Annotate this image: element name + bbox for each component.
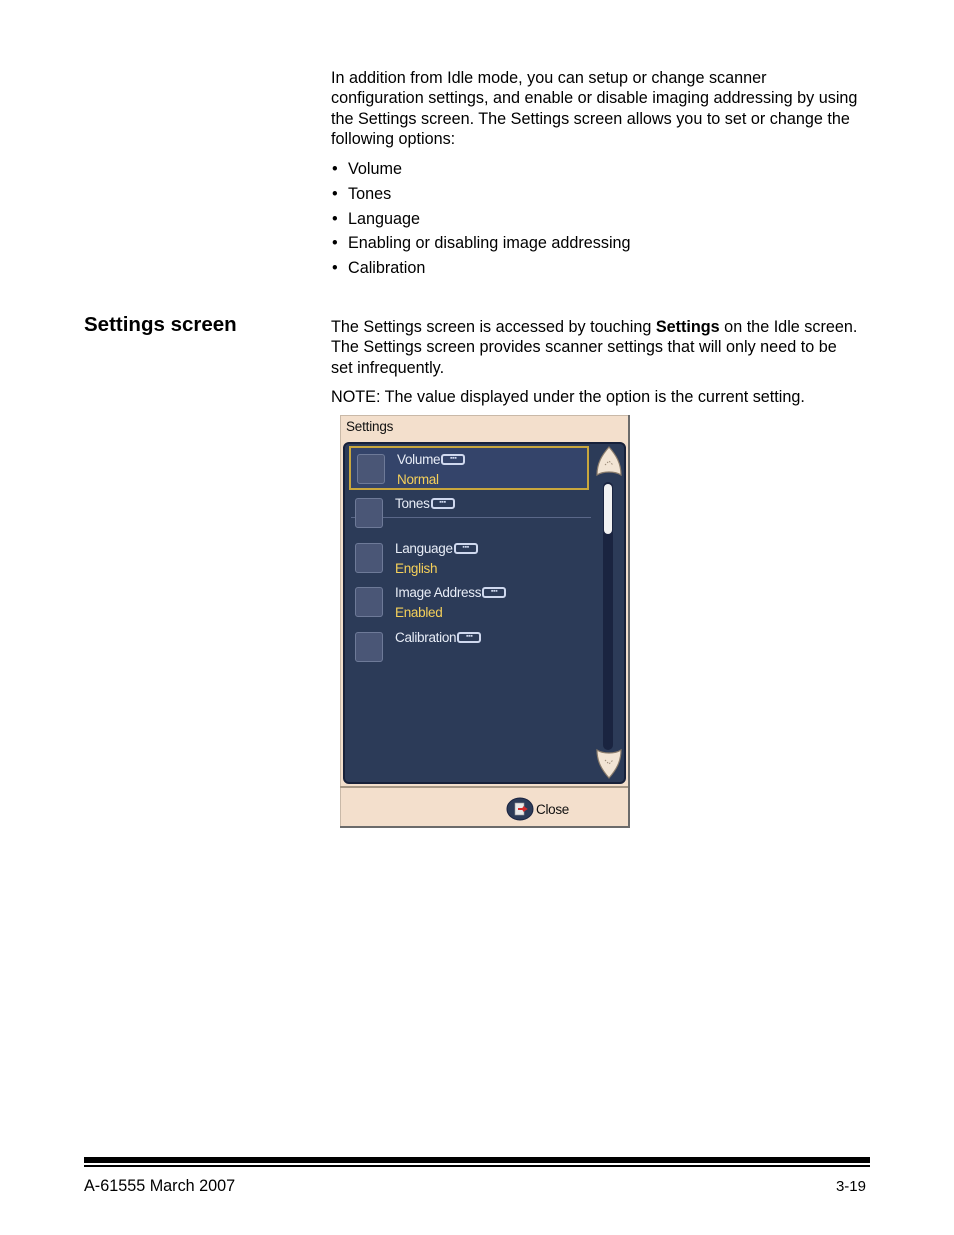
more-options-icon[interactable]: ▪▪▪ <box>441 454 465 465</box>
window-title: Settings <box>346 419 394 434</box>
checkbox[interactable] <box>355 498 383 528</box>
close-button-label: Close <box>536 801 570 817</box>
settings-list-panel <box>343 442 626 784</box>
item-value: Normal <box>397 472 439 487</box>
settings-item-tones[interactable] <box>349 492 589 536</box>
settings-item-calibration[interactable] <box>349 626 589 670</box>
footer-doc-id: A-61555 March 2007 <box>84 1177 236 1195</box>
body-text-after: on the Idle screen. The Settings screen provides scanner settings that will only need to be set infrequently. <box>331 318 858 377</box>
settings-window <box>340 415 630 828</box>
list-item: • Enabling or disabling image addressing <box>331 231 631 256</box>
item-value: English <box>395 561 438 576</box>
scroll-down-icon[interactable] <box>594 746 624 780</box>
checkbox[interactable] <box>355 632 383 662</box>
checkbox[interactable] <box>355 587 383 617</box>
body-bold-settings: Settings <box>655 318 720 336</box>
item-label: Volume <box>397 452 441 467</box>
section-heading: Settings screen <box>84 313 237 336</box>
intro-text <box>331 68 861 150</box>
footer-rule <box>84 1157 870 1163</box>
section-body <box>331 317 861 378</box>
footer-rule-thin <box>84 1165 870 1167</box>
item-label: Image Address <box>395 585 482 600</box>
divider <box>340 786 628 788</box>
settings-item-image-address[interactable] <box>349 581 589 625</box>
list-item: • Calibration <box>331 256 631 281</box>
note-text: NOTE: The value displayed under the option is the current setting. <box>331 388 805 406</box>
options-list <box>331 157 631 281</box>
checkbox[interactable] <box>355 543 383 573</box>
body-text-before: The Settings screen is accessed by touching <box>331 318 656 336</box>
list-item: • Tones <box>331 182 631 207</box>
more-options-icon[interactable]: ▪▪▪ <box>457 632 481 643</box>
page-number: 3-19 <box>835 1178 866 1195</box>
more-options-icon[interactable]: ▪▪▪ <box>482 587 506 598</box>
more-options-icon[interactable]: ▪▪▪ <box>431 498 455 509</box>
list-item: • Volume <box>331 157 631 182</box>
more-options-icon[interactable]: ▪▪▪ <box>454 543 478 554</box>
close-button[interactable] <box>506 796 569 822</box>
exit-door-icon <box>506 797 534 821</box>
item-label: Tones <box>395 496 430 511</box>
section-paragraph <box>331 317 861 378</box>
item-value: Enabled <box>395 605 443 620</box>
item-label: Language <box>395 541 453 556</box>
intro-paragraph: In addition from Idle mode, you can setup or change scanner configuration settings, and enable or disable imaging addressing by using the Settings screen. The Settings screen allows you to set or change the following options: <box>331 69 858 149</box>
scrollbar[interactable] <box>603 482 613 750</box>
item-label: Calibration <box>395 630 457 645</box>
scroll-up-icon[interactable] <box>594 445 624 479</box>
scrollbar-thumb[interactable] <box>604 484 612 534</box>
settings-item-volume[interactable] <box>349 446 589 490</box>
list-item: • Language <box>331 207 631 232</box>
checkbox[interactable] <box>357 454 385 484</box>
settings-item-language[interactable] <box>349 537 589 581</box>
